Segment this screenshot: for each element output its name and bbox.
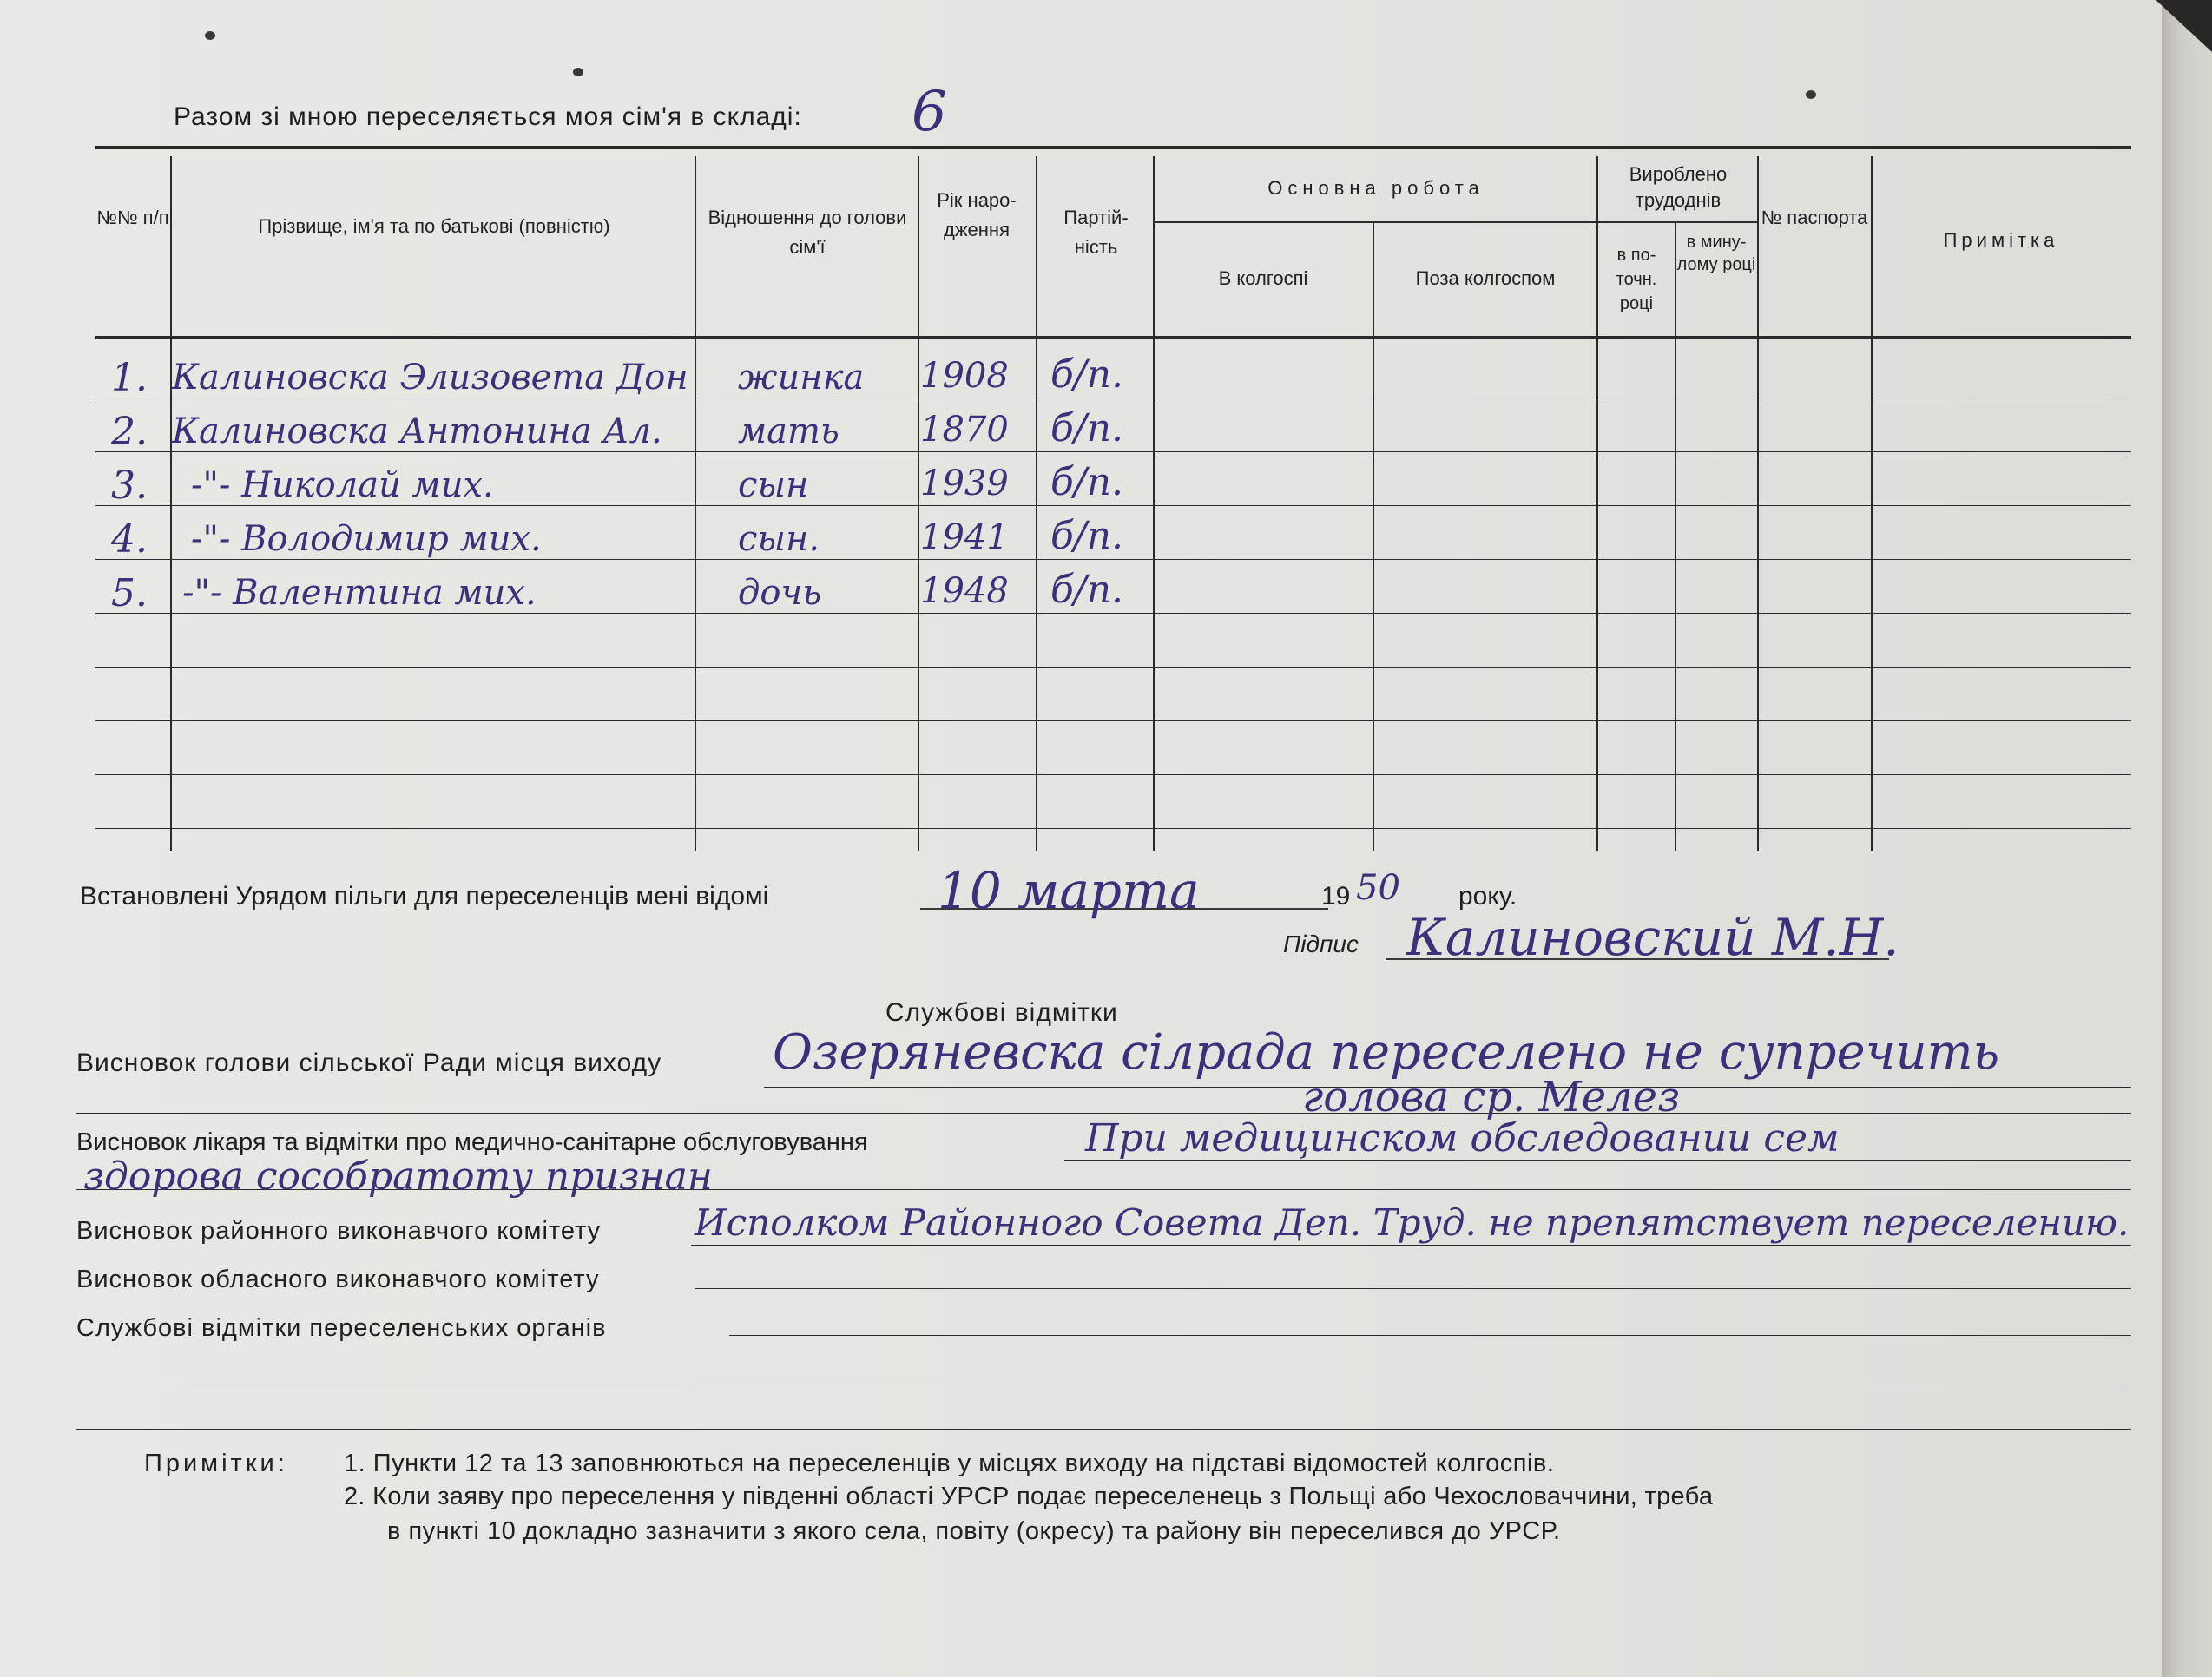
row-party: б/п. bbox=[1050, 406, 1124, 450]
resettlement-label: Службові відмітки переселенських органів bbox=[76, 1314, 607, 1342]
row-party: б/п. bbox=[1050, 514, 1124, 558]
header-workdays: Вироблено трудоднів bbox=[1629, 163, 1728, 211]
doctor-text: При медицинском обследовании сем bbox=[1085, 1116, 1840, 1161]
header-outside-kolhosp: Поза колгоспом bbox=[1415, 267, 1556, 289]
header-last-year: в мину- лому році bbox=[1676, 233, 1756, 274]
benefits-year: 50 bbox=[1356, 868, 1400, 908]
row-name: -"- Николай мих. bbox=[191, 465, 494, 505]
village-council-head: голова ср. Мелез bbox=[1302, 1073, 1681, 1121]
village-council-label: Висновок голови сільської Ради місця виходу bbox=[76, 1049, 662, 1077]
district-label: Висновок районного виконавчого комітету bbox=[76, 1217, 602, 1245]
punch-hole bbox=[573, 68, 583, 76]
row-year: 1941 bbox=[920, 517, 1009, 557]
header-party: Партій- ність bbox=[1063, 207, 1129, 258]
signature-label: Підпис bbox=[1283, 931, 1359, 957]
row-num: 3. bbox=[111, 464, 148, 508]
district-text: Исполком Районного Совета Деп. Труд. не препятствует переселению. bbox=[695, 1201, 2130, 1244]
paper-edge bbox=[2162, 0, 2212, 1677]
header-passport: № паспорта bbox=[1761, 207, 1868, 228]
header-main-work: Основна робота bbox=[1267, 177, 1485, 199]
row-year: 1870 bbox=[920, 410, 1009, 450]
row-relation: жинка bbox=[738, 358, 865, 398]
row-name: -"- Валентина мих. bbox=[182, 573, 537, 613]
notes-title: Примітки: bbox=[144, 1450, 288, 1477]
punch-hole bbox=[1806, 90, 1816, 99]
header-name: Прізвище, ім'я та по батькові (повністю) bbox=[258, 215, 610, 237]
doctor-text-2: здорова сособратоту признан bbox=[83, 1154, 713, 1199]
punch-hole bbox=[205, 31, 215, 40]
row-party: б/п. bbox=[1050, 460, 1124, 504]
signature-value: Калиновский М.Н. bbox=[1406, 908, 1899, 967]
row-year: 1948 bbox=[920, 571, 1009, 611]
header-current-year: в по- точн. році bbox=[1616, 246, 1657, 313]
oblast-label: Висновок обласного виконавчого комітету bbox=[76, 1266, 600, 1293]
header-num: №№ п/п bbox=[96, 207, 169, 228]
benefits-date: 10 марта bbox=[938, 861, 1200, 920]
family-count: 6 bbox=[912, 80, 947, 144]
row-year: 1939 bbox=[920, 464, 1009, 503]
row-relation: мать bbox=[738, 411, 839, 451]
village-council-text: Озеряневска сілрада переселено не супречить bbox=[773, 1024, 2000, 1081]
row-relation: дочь bbox=[738, 573, 822, 613]
benefits-suffix: року. bbox=[1458, 882, 1517, 911]
notes-item-2-cont: в пункті 10 докладно зазначити з якого села, повіту (окресу) та району він переселився до УРСР. bbox=[387, 1517, 1561, 1545]
official-title: Службові відмітки bbox=[885, 998, 1118, 1027]
notes-item-1: 1. Пункти 12 та 13 заповнюються на переселенців у місцях виходу на підставі відомостей колгоспів. bbox=[344, 1450, 1555, 1477]
header-year: Рік наро- дження bbox=[937, 189, 1017, 240]
row-relation: сын. bbox=[738, 519, 820, 559]
row-num: 2. bbox=[111, 410, 148, 454]
notes-item-2: 2. Коли заяву про переселення у південні області УРСР подає переселенець з Польщі або Чехословаччини, треба bbox=[344, 1483, 1714, 1510]
row-name: Калиновска Антонина Ал. bbox=[172, 411, 662, 451]
header-relation: Відношення до голови сім'ї bbox=[708, 207, 907, 258]
row-year: 1908 bbox=[920, 356, 1009, 396]
row-num: 4. bbox=[111, 517, 148, 562]
header-in-kolhosp: В колгоспі bbox=[1218, 267, 1308, 289]
row-num: 5. bbox=[111, 571, 148, 615]
header-note: Примітка bbox=[1943, 229, 2059, 251]
doctor-label: Висновок лікаря та відмітки про медично-санітарне обслуговування bbox=[76, 1128, 868, 1156]
row-party: б/п. bbox=[1050, 352, 1124, 397]
row-name: -"- Володимир мих. bbox=[191, 519, 542, 559]
benefits-year-prefix: 19 bbox=[1321, 882, 1351, 911]
benefits-label: Встановлені Урядом пільги для переселенців мені відомі bbox=[80, 882, 769, 911]
row-party: б/п. bbox=[1050, 568, 1124, 612]
family-label: Разом зі мною переселяється моя сім'я в складі: bbox=[174, 102, 802, 131]
row-name: Калиновска Элизовета Дон bbox=[172, 358, 688, 398]
row-relation: сын bbox=[738, 465, 809, 505]
row-num: 1. bbox=[111, 356, 148, 400]
